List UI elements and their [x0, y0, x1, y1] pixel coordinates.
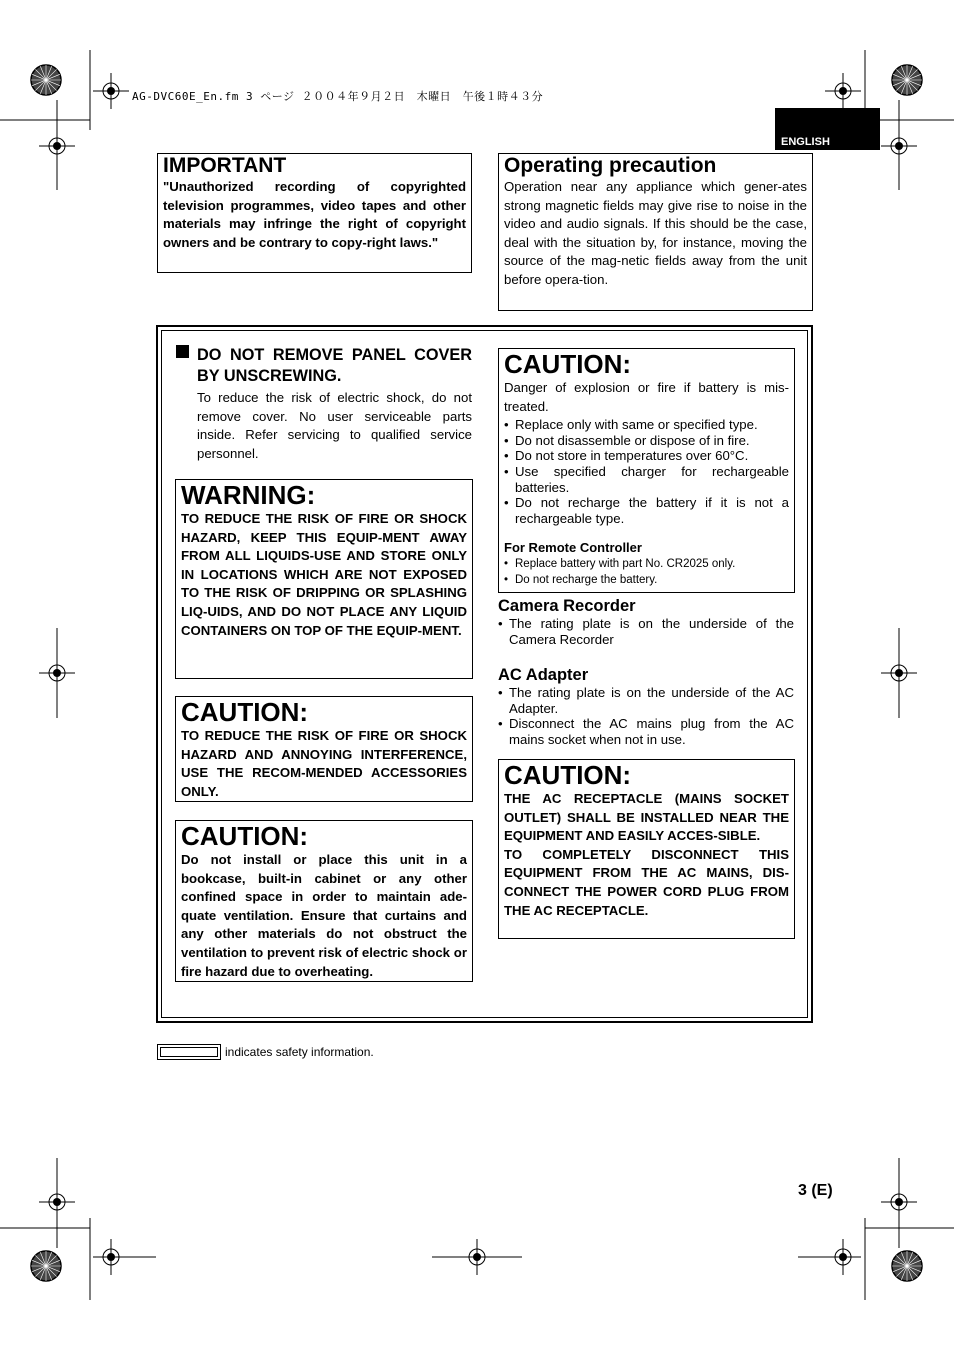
caution-receptacle-text-1: THE AC RECEPTACLE (MAINS SOCKET OUTLET) SHALL BE INSTALLED NEAR THE EQUIPMENT AND EASILY ACCES-SIBLE. — [504, 791, 789, 844]
list-item: • Replace battery with part No. CR2025 only. — [504, 557, 789, 573]
caution-accessories-title: CAUTION: — [181, 697, 309, 727]
square-bullet-icon — [176, 345, 189, 358]
safety-legend-box-icon — [157, 1044, 221, 1060]
operating-precaution-title: Operating precaution — [504, 154, 717, 177]
list-item: • Do not disassemble or dispose of in fire. — [504, 433, 789, 449]
remote-list — [504, 557, 789, 588]
language-tab — [775, 108, 880, 150]
list-item: • Do not recharge the battery if it is not a rechargeable type. — [504, 495, 789, 526]
important-text: "Unauthorized recording of copyrighted television programmes, video tapes and other materials may infringe the right of copyright owners and be contrary to copy-right laws." — [163, 179, 466, 250]
language-tab-label: ENGLISH — [781, 136, 830, 148]
operating-precaution-text: Operation near any appliance which gener-ates strong magnetic fields may give rise to noise in the video and audio signals. If this should be the case, deal with the situation by, for instance, moving the source of the mag-netic fields away from the unit before opera-tion. — [504, 179, 807, 287]
warning-title: WARNING: — [181, 480, 316, 510]
caution-battery-box — [498, 348, 795, 593]
list-item: • The rating plate is on the underside of the AC Adapter. — [498, 685, 794, 716]
caution-accessories-box — [175, 696, 473, 802]
ac-adapter-section — [498, 665, 794, 747]
caution-receptacle-title: CAUTION: — [504, 760, 632, 790]
camera-recorder-title: Camera Recorder — [498, 597, 636, 615]
panel-notice — [176, 345, 472, 463]
battery-list — [504, 417, 789, 526]
important-box — [157, 153, 472, 273]
camera-recorder-list — [498, 616, 794, 647]
remote-controller-title: For Remote Controller — [504, 540, 642, 556]
safety-legend-text: indicates safety information. — [225, 1045, 374, 1059]
caution-battery-title: CAUTION: — [504, 349, 632, 379]
caution-ventilation-title: CAUTION: — [181, 821, 309, 851]
operating-precaution-box — [498, 153, 813, 311]
ac-adapter-title: AC Adapter — [498, 666, 589, 684]
warning-box — [175, 479, 473, 679]
list-item: • Use specified charger for rechargeable batteries. — [504, 464, 789, 495]
caution-ventilation-text: Do not install or place this unit in a bookcase, built-in cabinet or any other confined space in order to maintain ade-quate ventilation. Ensure that curtains and any other materials do not obstruct the ventilation to prevent risk of electric shock or fire hazard due to overheating. — [181, 852, 467, 979]
list-item: • Do not store in temperatures over 60°C. — [504, 448, 789, 464]
panel-notice-text: To reduce the risk of electric shock, do not remove cover. No user serviceable parts inside. Refer servicing to qualified service personnel. — [197, 390, 472, 461]
list-item: • Replace only with same or specified type. — [504, 417, 789, 433]
camera-recorder-section — [498, 596, 794, 647]
list-item: • Disconnect the AC mains plug from the AC mains socket when not in use. — [498, 716, 794, 747]
important-title: IMPORTANT — [163, 154, 287, 177]
caution-accessories-text: TO REDUCE THE RISK OF FIRE OR SHOCK HAZARD AND ANNOYING INTERFERENCE, USE THE RECOM-MENDED ACCESSORIES ONLY. — [181, 728, 467, 799]
list-item: • The rating plate is on the underside of the Camera Recorder — [498, 616, 794, 647]
caution-receptacle-text-2: TO COMPLETELY DISCONNECT THIS EQUIPMENT FROM THE AC MAINS, DIS-CONNECT THE POWER CORD PLUG FROM THE AC RECEPTACLE. — [504, 846, 789, 918]
warning-text: TO REDUCE THE RISK OF FIRE OR SHOCK HAZARD, KEEP THIS EQUIP-MENT AWAY FROM ALL LIQUIDS-USE AND STORE ONLY IN LOCATIONS WHICH ARE NOT EXPOSED TO THE RISK OF DRIPPING OR SPLASHING LIQ-UIDS, AND DO NOT PLACE ANY LIQUID CONTAINERS ON TOP OF THE EQUIP-MENT. — [181, 511, 467, 638]
caution-ventilation-box — [175, 820, 473, 982]
caution-battery-intro: Danger of explosion or fire if battery is mis-treated. — [504, 380, 789, 414]
ac-adapter-list — [498, 685, 794, 747]
print-header: AG-DVC60E_En.fm 3 ページ ２００４年９月２日 木曜日 午後１時４３分 — [132, 90, 544, 103]
panel-notice-title: DO NOT REMOVE PANEL COVER BY UNSCREWING. — [197, 346, 472, 385]
page-number: 3 (E) — [798, 1182, 833, 1199]
list-item: • Do not recharge the battery. — [504, 573, 789, 589]
caution-receptacle-box — [498, 759, 795, 939]
